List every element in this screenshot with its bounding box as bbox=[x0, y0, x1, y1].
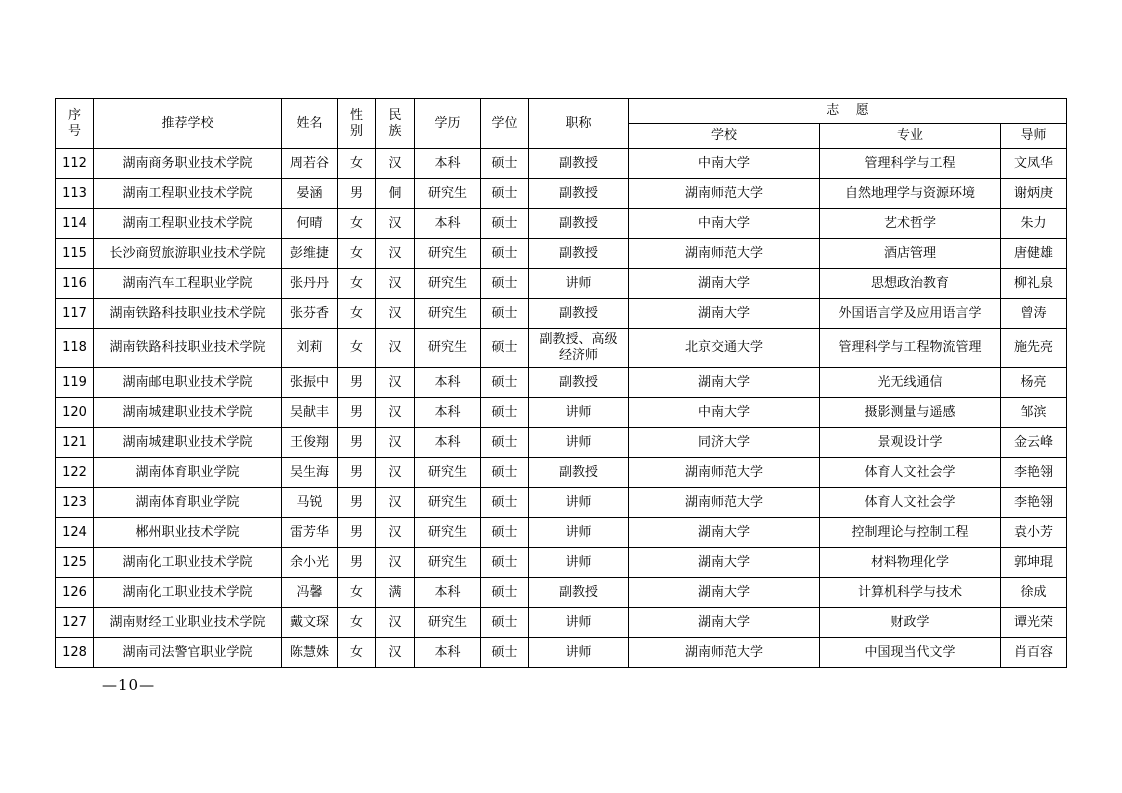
cell-name: 周若谷 bbox=[282, 149, 338, 179]
cell-aspiration-major: 体育人文社会学 bbox=[820, 488, 1001, 518]
cell-aspiration-school: 湖南大学 bbox=[629, 608, 820, 638]
cell-school: 湖南化工职业技术学院 bbox=[94, 548, 282, 578]
table-row bbox=[56, 368, 1067, 398]
table-row bbox=[56, 179, 1067, 209]
cell-aspiration-major: 控制理论与控制工程 bbox=[820, 518, 1001, 548]
cell-seq: 118 bbox=[56, 329, 94, 368]
cell-aspiration-advisor: 肖百容 bbox=[1001, 638, 1067, 668]
table-row bbox=[56, 209, 1067, 239]
table-row bbox=[56, 329, 1067, 368]
cell-gender: 女 bbox=[338, 608, 376, 638]
table-row bbox=[56, 428, 1067, 458]
cell-ethnicity: 汉 bbox=[376, 458, 415, 488]
cell-education: 研究生 bbox=[415, 518, 481, 548]
cell-aspiration-school: 湖南大学 bbox=[629, 518, 820, 548]
cell-name: 雷芳华 bbox=[282, 518, 338, 548]
cell-aspiration-major: 思想政治教育 bbox=[820, 269, 1001, 299]
cell-ethnicity: 汉 bbox=[376, 209, 415, 239]
header-school: 推荐学校 bbox=[94, 99, 282, 149]
cell-gender: 女 bbox=[338, 578, 376, 608]
cell-aspiration-advisor: 郭坤琨 bbox=[1001, 548, 1067, 578]
cell-school: 湖南邮电职业技术学院 bbox=[94, 368, 282, 398]
table-body bbox=[56, 149, 1067, 668]
cell-aspiration-school: 中南大学 bbox=[629, 209, 820, 239]
cell-seq: 112 bbox=[56, 149, 94, 179]
cell-degree: 硕士 bbox=[481, 578, 529, 608]
cell-ethnicity: 汉 bbox=[376, 488, 415, 518]
cell-name: 张芬香 bbox=[282, 299, 338, 329]
cell-seq: 116 bbox=[56, 269, 94, 299]
cell-gender: 女 bbox=[338, 299, 376, 329]
cell-seq: 119 bbox=[56, 368, 94, 398]
table-row bbox=[56, 398, 1067, 428]
cell-ethnicity: 汉 bbox=[376, 398, 415, 428]
cell-aspiration-school: 湖南师范大学 bbox=[629, 458, 820, 488]
cell-seq: 127 bbox=[56, 608, 94, 638]
cell-aspiration-major: 外国语言学及应用语言学 bbox=[820, 299, 1001, 329]
header-seq: 序 号 bbox=[56, 99, 94, 149]
cell-education: 本科 bbox=[415, 149, 481, 179]
cell-education: 研究生 bbox=[415, 179, 481, 209]
header-aspiration-major: 专业 bbox=[820, 124, 1001, 149]
cell-ethnicity: 汉 bbox=[376, 149, 415, 179]
cell-aspiration-advisor: 金云峰 bbox=[1001, 428, 1067, 458]
cell-education: 研究生 bbox=[415, 329, 481, 368]
table-row bbox=[56, 548, 1067, 578]
cell-aspiration-advisor: 邹滨 bbox=[1001, 398, 1067, 428]
cell-seq: 123 bbox=[56, 488, 94, 518]
cell-ethnicity: 满 bbox=[376, 578, 415, 608]
cell-gender: 女 bbox=[338, 209, 376, 239]
cell-degree: 硕士 bbox=[481, 398, 529, 428]
cell-ethnicity: 汉 bbox=[376, 368, 415, 398]
cell-aspiration-school: 中南大学 bbox=[629, 149, 820, 179]
cell-seq: 120 bbox=[56, 398, 94, 428]
cell-education: 研究生 bbox=[415, 458, 481, 488]
cell-degree: 硕士 bbox=[481, 428, 529, 458]
cell-title: 副教授 bbox=[529, 209, 629, 239]
cell-aspiration-major: 摄影测量与遥感 bbox=[820, 398, 1001, 428]
cell-school: 湖南商务职业技术学院 bbox=[94, 149, 282, 179]
cell-degree: 硕士 bbox=[481, 458, 529, 488]
cell-name: 吴生海 bbox=[282, 458, 338, 488]
cell-education: 本科 bbox=[415, 368, 481, 398]
cell-ethnicity: 汉 bbox=[376, 428, 415, 458]
header-title: 职称 bbox=[529, 99, 629, 149]
cell-name: 陈慧姝 bbox=[282, 638, 338, 668]
cell-aspiration-advisor: 李艳翎 bbox=[1001, 488, 1067, 518]
cell-gender: 男 bbox=[338, 488, 376, 518]
cell-ethnicity: 汉 bbox=[376, 608, 415, 638]
cell-aspiration-advisor: 曾涛 bbox=[1001, 299, 1067, 329]
cell-title: 副教授 bbox=[529, 149, 629, 179]
cell-aspiration-school: 湖南师范大学 bbox=[629, 488, 820, 518]
cell-title: 讲师 bbox=[529, 398, 629, 428]
cell-gender: 男 bbox=[338, 458, 376, 488]
cell-title: 副教授 bbox=[529, 179, 629, 209]
cell-gender: 女 bbox=[338, 269, 376, 299]
header-education: 学历 bbox=[415, 99, 481, 149]
cell-seq: 114 bbox=[56, 209, 94, 239]
cell-aspiration-school: 湖南师范大学 bbox=[629, 179, 820, 209]
cell-aspiration-advisor: 柳礼泉 bbox=[1001, 269, 1067, 299]
cell-degree: 硕士 bbox=[481, 548, 529, 578]
header-gender: 性 别 bbox=[338, 99, 376, 149]
cell-name: 彭维捷 bbox=[282, 239, 338, 269]
cell-aspiration-advisor: 李艳翎 bbox=[1001, 458, 1067, 488]
cell-name: 张丹丹 bbox=[282, 269, 338, 299]
page-number: —10— bbox=[102, 676, 156, 694]
cell-aspiration-school: 湖南师范大学 bbox=[629, 239, 820, 269]
cell-name: 何晴 bbox=[282, 209, 338, 239]
cell-aspiration-major: 艺术哲学 bbox=[820, 209, 1001, 239]
cell-aspiration-advisor: 文凤华 bbox=[1001, 149, 1067, 179]
cell-aspiration-school: 湖南大学 bbox=[629, 368, 820, 398]
cell-school: 湖南城建职业技术学院 bbox=[94, 428, 282, 458]
cell-aspiration-advisor: 谭光荣 bbox=[1001, 608, 1067, 638]
cell-gender: 男 bbox=[338, 428, 376, 458]
cell-aspiration-school: 湖南师范大学 bbox=[629, 638, 820, 668]
cell-school: 湖南体育职业学院 bbox=[94, 488, 282, 518]
cell-ethnicity: 汉 bbox=[376, 269, 415, 299]
cell-seq: 121 bbox=[56, 428, 94, 458]
cell-name: 戴文琛 bbox=[282, 608, 338, 638]
cell-aspiration-advisor: 杨亮 bbox=[1001, 368, 1067, 398]
cell-aspiration-major: 财政学 bbox=[820, 608, 1001, 638]
cell-aspiration-school: 同济大学 bbox=[629, 428, 820, 458]
cell-aspiration-advisor: 谢炳庚 bbox=[1001, 179, 1067, 209]
cell-school: 湖南汽车工程职业学院 bbox=[94, 269, 282, 299]
cell-name: 刘莉 bbox=[282, 329, 338, 368]
cell-degree: 硕士 bbox=[481, 269, 529, 299]
cell-seq: 122 bbox=[56, 458, 94, 488]
cell-seq: 124 bbox=[56, 518, 94, 548]
cell-school: 湖南体育职业学院 bbox=[94, 458, 282, 488]
header-ethnicity: 民 族 bbox=[376, 99, 415, 149]
cell-name: 晏涵 bbox=[282, 179, 338, 209]
cell-school: 湖南工程职业技术学院 bbox=[94, 209, 282, 239]
cell-ethnicity: 汉 bbox=[376, 518, 415, 548]
cell-title: 副教授 bbox=[529, 578, 629, 608]
cell-title: 讲师 bbox=[529, 608, 629, 638]
cell-education: 研究生 bbox=[415, 608, 481, 638]
cell-title: 副教授 bbox=[529, 458, 629, 488]
cell-school: 湖南司法警官职业学院 bbox=[94, 638, 282, 668]
cell-aspiration-major: 自然地理学与资源环境 bbox=[820, 179, 1001, 209]
header-aspiration: 志 愿 bbox=[629, 99, 1067, 124]
cell-degree: 硕士 bbox=[481, 149, 529, 179]
cell-school: 湖南铁路科技职业技术学院 bbox=[94, 299, 282, 329]
cell-seq: 125 bbox=[56, 548, 94, 578]
cell-degree: 硕士 bbox=[481, 368, 529, 398]
cell-aspiration-school: 湖南大学 bbox=[629, 269, 820, 299]
table-row bbox=[56, 299, 1067, 329]
cell-ethnicity: 汉 bbox=[376, 329, 415, 368]
cell-aspiration-advisor: 朱力 bbox=[1001, 209, 1067, 239]
cell-seq: 126 bbox=[56, 578, 94, 608]
cell-degree: 硕士 bbox=[481, 488, 529, 518]
cell-gender: 男 bbox=[338, 518, 376, 548]
cell-school: 郴州职业技术学院 bbox=[94, 518, 282, 548]
cell-gender: 女 bbox=[338, 149, 376, 179]
cell-degree: 硕士 bbox=[481, 638, 529, 668]
cell-seq: 115 bbox=[56, 239, 94, 269]
cell-aspiration-major: 体育人文社会学 bbox=[820, 458, 1001, 488]
cell-title: 讲师 bbox=[529, 548, 629, 578]
cell-school: 湖南铁路科技职业技术学院 bbox=[94, 329, 282, 368]
cell-education: 本科 bbox=[415, 638, 481, 668]
cell-school: 湖南工程职业技术学院 bbox=[94, 179, 282, 209]
cell-gender: 男 bbox=[338, 548, 376, 578]
cell-aspiration-major: 光无线通信 bbox=[820, 368, 1001, 398]
cell-education: 本科 bbox=[415, 398, 481, 428]
cell-title: 讲师 bbox=[529, 488, 629, 518]
cell-education: 研究生 bbox=[415, 488, 481, 518]
cell-gender: 女 bbox=[338, 239, 376, 269]
table-row bbox=[56, 638, 1067, 668]
cell-ethnicity: 侗 bbox=[376, 179, 415, 209]
cell-name: 王俊翔 bbox=[282, 428, 338, 458]
cell-education: 研究生 bbox=[415, 548, 481, 578]
cell-gender: 女 bbox=[338, 329, 376, 368]
cell-title: 副教授 bbox=[529, 299, 629, 329]
table-row bbox=[56, 608, 1067, 638]
header-name: 姓名 bbox=[282, 99, 338, 149]
cell-degree: 硕士 bbox=[481, 608, 529, 638]
table-row bbox=[56, 578, 1067, 608]
cell-education: 研究生 bbox=[415, 299, 481, 329]
cell-degree: 硕士 bbox=[481, 179, 529, 209]
cell-aspiration-major: 酒店管理 bbox=[820, 239, 1001, 269]
header-degree: 学位 bbox=[481, 99, 529, 149]
cell-aspiration-advisor: 唐健雄 bbox=[1001, 239, 1067, 269]
header-aspiration-school: 学校 bbox=[629, 124, 820, 149]
cell-title: 副教授 bbox=[529, 368, 629, 398]
cell-name: 冯馨 bbox=[282, 578, 338, 608]
cell-aspiration-major: 计算机科学与技术 bbox=[820, 578, 1001, 608]
table-row bbox=[56, 149, 1067, 179]
table-row bbox=[56, 239, 1067, 269]
cell-aspiration-school: 湖南大学 bbox=[629, 548, 820, 578]
cell-education: 研究生 bbox=[415, 239, 481, 269]
cell-title: 讲师 bbox=[529, 518, 629, 548]
cell-aspiration-school: 湖南大学 bbox=[629, 299, 820, 329]
cell-aspiration-advisor: 袁小芳 bbox=[1001, 518, 1067, 548]
cell-school: 湖南化工职业技术学院 bbox=[94, 578, 282, 608]
cell-gender: 男 bbox=[338, 179, 376, 209]
cell-title: 副教授、高级 经济师 bbox=[529, 329, 629, 368]
cell-aspiration-school: 北京交通大学 bbox=[629, 329, 820, 368]
cell-name: 余小光 bbox=[282, 548, 338, 578]
cell-title: 副教授 bbox=[529, 239, 629, 269]
table-row bbox=[56, 518, 1067, 548]
applicant-table bbox=[55, 98, 1067, 668]
cell-name: 吴献丰 bbox=[282, 398, 338, 428]
cell-school: 湖南城建职业技术学院 bbox=[94, 398, 282, 428]
cell-education: 本科 bbox=[415, 578, 481, 608]
cell-ethnicity: 汉 bbox=[376, 299, 415, 329]
cell-education: 本科 bbox=[415, 209, 481, 239]
cell-school: 湖南财经工业职业技术学院 bbox=[94, 608, 282, 638]
cell-title: 讲师 bbox=[529, 638, 629, 668]
cell-ethnicity: 汉 bbox=[376, 239, 415, 269]
cell-school: 长沙商贸旅游职业技术学院 bbox=[94, 239, 282, 269]
cell-title: 讲师 bbox=[529, 428, 629, 458]
cell-aspiration-advisor: 施先亮 bbox=[1001, 329, 1067, 368]
cell-degree: 硕士 bbox=[481, 299, 529, 329]
table-row bbox=[56, 269, 1067, 299]
cell-aspiration-major: 管理科学与工程物流管理 bbox=[820, 329, 1001, 368]
table-row bbox=[56, 458, 1067, 488]
cell-education: 本科 bbox=[415, 428, 481, 458]
cell-aspiration-major: 材料物理化学 bbox=[820, 548, 1001, 578]
cell-seq: 128 bbox=[56, 638, 94, 668]
cell-gender: 男 bbox=[338, 368, 376, 398]
cell-aspiration-school: 中南大学 bbox=[629, 398, 820, 428]
cell-aspiration-major: 管理科学与工程 bbox=[820, 149, 1001, 179]
cell-degree: 硕士 bbox=[481, 209, 529, 239]
cell-seq: 117 bbox=[56, 299, 94, 329]
cell-name: 张振中 bbox=[282, 368, 338, 398]
cell-degree: 硕士 bbox=[481, 239, 529, 269]
cell-aspiration-major: 中国现当代文学 bbox=[820, 638, 1001, 668]
cell-education: 研究生 bbox=[415, 269, 481, 299]
cell-gender: 女 bbox=[338, 638, 376, 668]
cell-seq: 113 bbox=[56, 179, 94, 209]
cell-aspiration-major: 景观设计学 bbox=[820, 428, 1001, 458]
cell-aspiration-school: 湖南大学 bbox=[629, 578, 820, 608]
cell-name: 马锐 bbox=[282, 488, 338, 518]
cell-aspiration-advisor: 徐成 bbox=[1001, 578, 1067, 608]
cell-ethnicity: 汉 bbox=[376, 638, 415, 668]
cell-degree: 硕士 bbox=[481, 329, 529, 368]
table-row bbox=[56, 488, 1067, 518]
cell-ethnicity: 汉 bbox=[376, 548, 415, 578]
cell-title: 讲师 bbox=[529, 269, 629, 299]
cell-gender: 男 bbox=[338, 398, 376, 428]
cell-degree: 硕士 bbox=[481, 518, 529, 548]
header-aspiration-advisor: 导师 bbox=[1001, 124, 1067, 149]
